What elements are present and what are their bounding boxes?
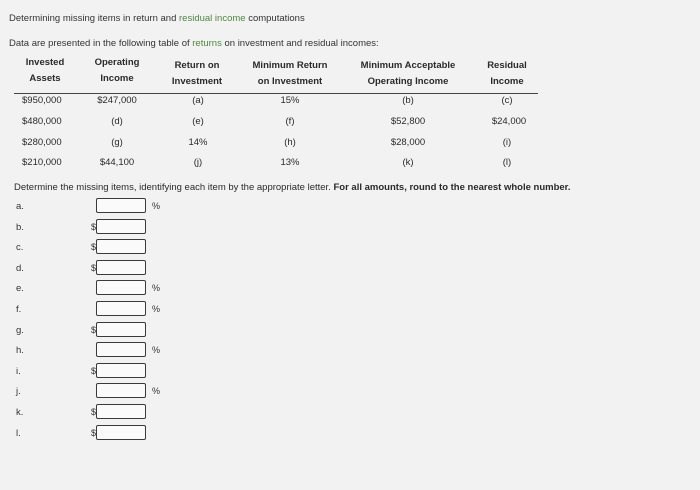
answer-input[interactable]	[96, 198, 146, 213]
answer-letter: g.	[16, 324, 24, 336]
answer-row	[0, 219, 700, 239]
title-prefix: Determining missing items in return and	[9, 13, 180, 24]
dollar-sign: $	[91, 262, 97, 273]
answer-input[interactable]	[96, 301, 146, 316]
header-invested-assets: Invested Assets	[25, 57, 65, 84]
answer-row	[0, 425, 700, 445]
answer-input[interactable]	[96, 260, 146, 275]
cell-invested-assets: $950,000	[22, 95, 62, 106]
header-minimum-acceptable-operating-income: Minimum Acceptable Operating Income	[360, 60, 456, 87]
cell-operating-income: (g)	[111, 137, 123, 148]
cell-minimum-acceptable: $52,800	[390, 116, 426, 127]
percent-sign: %	[152, 283, 161, 294]
answer-letter: f.	[16, 304, 22, 315]
header-residual-income: Residual Income	[487, 60, 527, 87]
cell-minimum-acceptable: (k)	[402, 157, 414, 168]
cell-operating-income: (d)	[111, 116, 123, 127]
instruction-text: Determine the missing items, identifying each item by the appropriate letter. For all amounts, round to the nearest whole number.	[14, 182, 571, 193]
answer-letter: k.	[16, 407, 24, 418]
cell-minimum-return: 15%	[280, 95, 300, 106]
answer-row	[0, 322, 700, 342]
answer-row	[0, 239, 700, 259]
answer-letter: b.	[16, 221, 24, 233]
answer-row	[0, 342, 700, 362]
answer-row	[0, 404, 700, 424]
intro-link-returns[interactable]: returns	[192, 38, 222, 49]
dollar-sign: $	[91, 221, 97, 232]
intro-text	[9, 38, 379, 49]
answer-input[interactable]	[96, 239, 146, 254]
percent-sign: %	[152, 345, 161, 356]
intro-suffix: on investment and residual incomes:	[221, 38, 379, 49]
answer-input[interactable]	[96, 425, 146, 440]
answer-row	[0, 260, 700, 280]
intro-prefix: Data are presented in the following table of	[9, 38, 193, 49]
cell-return-on-investment: 14%	[188, 137, 208, 148]
answer-input[interactable]	[96, 219, 146, 234]
cell-invested-assets: $480,000	[22, 116, 62, 127]
answer-letter: a.	[16, 201, 24, 212]
cell-residual-income: (i)	[502, 137, 512, 148]
answer-letter: d.	[16, 262, 24, 274]
dollar-sign: $	[91, 365, 97, 376]
answer-row	[0, 363, 700, 383]
header-divider	[14, 93, 538, 94]
cell-return-on-investment: (e)	[192, 116, 204, 127]
header-minimum-return: Minimum Return on Investment	[252, 60, 328, 87]
header-operating-income: Operating Income	[94, 57, 140, 84]
cell-residual-income: (l)	[502, 157, 512, 168]
cell-return-on-investment: (j)	[193, 157, 203, 168]
dollar-sign: $	[91, 407, 97, 417]
answer-letter: e.	[16, 283, 24, 295]
answer-row	[0, 383, 700, 403]
title-suffix: computations	[245, 13, 305, 24]
answer-letter: h.	[16, 345, 24, 357]
dollar-sign: $	[91, 427, 97, 438]
cell-return-on-investment: (a)	[192, 95, 204, 106]
answer-letter: c.	[16, 242, 24, 254]
answer-input[interactable]	[96, 322, 146, 337]
cell-residual-income: (c)	[501, 95, 513, 106]
cell-operating-income: $247,000	[97, 95, 137, 106]
answer-letter: j.	[16, 386, 21, 398]
answer-letter: i.	[16, 365, 21, 377]
percent-sign: %	[152, 201, 161, 211]
cell-residual-income: $24,000	[491, 116, 527, 127]
answer-row	[0, 280, 700, 300]
cell-minimum-return: 13%	[280, 157, 300, 168]
cell-minimum-acceptable: (b)	[402, 95, 414, 106]
answer-letter: l.	[16, 427, 21, 439]
answer-input[interactable]	[96, 383, 146, 398]
percent-sign: %	[152, 386, 161, 397]
title-link-residual-income[interactable]: residual income	[179, 13, 246, 24]
dollar-sign: $	[91, 242, 97, 253]
answer-input[interactable]	[96, 363, 146, 378]
cell-invested-assets: $210,000	[22, 157, 62, 168]
problem-title	[9, 13, 305, 24]
cell-minimum-return: (f)	[285, 116, 295, 127]
answer-row	[0, 198, 700, 218]
answer-input[interactable]	[96, 280, 146, 295]
answer-row	[0, 301, 700, 321]
cell-invested-assets: $280,000	[22, 137, 62, 148]
cell-operating-income: $44,100	[99, 157, 135, 168]
cell-minimum-return: (h)	[284, 137, 296, 148]
dollar-sign: $	[91, 324, 97, 335]
answer-input[interactable]	[96, 404, 146, 419]
header-return-on-investment: Return on Investment	[171, 60, 223, 87]
percent-sign: %	[152, 304, 161, 314]
cell-minimum-acceptable: $28,000	[390, 137, 426, 148]
answer-input[interactable]	[96, 342, 146, 357]
